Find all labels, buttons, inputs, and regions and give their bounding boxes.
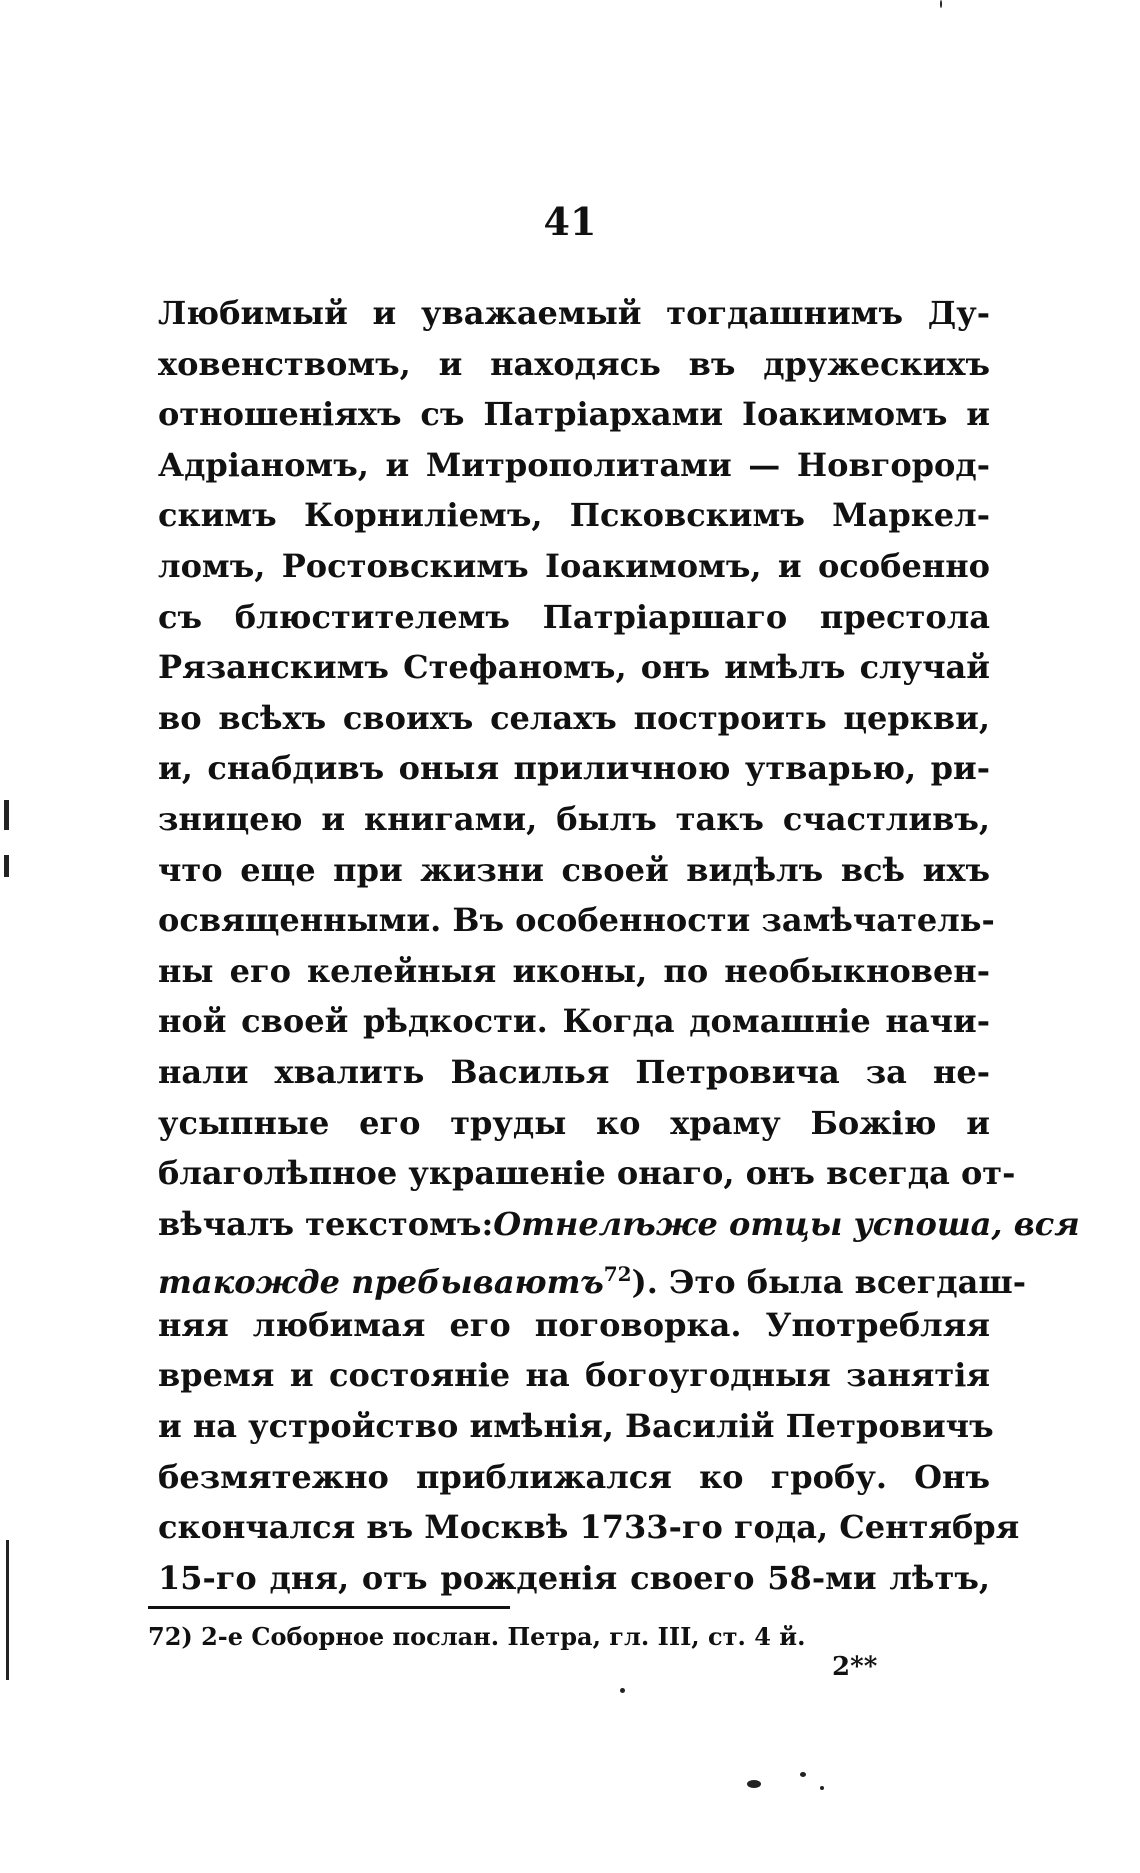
footnote-divider [148,1606,510,1609]
text-line: скимъ Корнилiемъ, Псковскимъ Маркел- [158,496,990,535]
text-line: освященными. Въ особенности замѣчатель- [158,901,995,940]
scan-speck [820,1786,824,1790]
text-line: и, снабдивъ оныя приличною утварью, ри- [158,749,990,788]
footnote-ref: 72 [603,1262,632,1287]
signature-mark: 2** [832,1652,878,1682]
margin-mark [4,800,9,830]
margin-mark [6,1540,9,1680]
text-line: отношенiяхъ съ Патрiархами Iоакимомъ и [158,395,990,434]
text-line: Адрiаномъ, и Митрополитами — Новгород- [158,445,990,484]
text-line: ховенствомъ, и находясь въ дружескихъ [158,344,990,383]
text-line: няя любимая его поговорка. Употребляя [158,1305,990,1344]
text-line: нали хвалить Василья Петровича за не- [158,1052,990,1091]
text-line: Любимый и уважаемый тогдашнимъ Ду- [158,294,990,332]
text-line: ны его келейныя иконы, по необыкновен- [158,951,990,990]
text-line: что еще при жизни своей видѣлъ всѣ ихъ [158,850,990,889]
text-line: благолѣпное украшенiе онаго, онъ всегда от- [158,1154,1016,1193]
quote-text-end: такожде пребываютъ [158,1263,604,1302]
scan-speck [800,1772,806,1777]
text-line: скончался въ Москвѣ 1733-го года, Сентября [158,1508,1020,1547]
text-line: съ блюстителемъ Патрiаршаго престола [158,597,990,636]
scan-speck [620,1688,625,1693]
scan-speck [747,1780,761,1788]
text-line-quote-end [158,1249,1027,1302]
text-line: безмятежно приближался ко гробу. Онъ [158,1457,990,1496]
text-line: во всѣхъ своихъ селахъ построить церкви, [158,698,990,737]
margin-mark [4,855,9,877]
text-line-quote-start [158,1199,1080,1250]
quote-tail: ). Это была всегдаш- [631,1263,1027,1302]
text-line: усыпные его труды ко храму Божiю и [158,1103,990,1142]
footnote: 72) 2-е Соборное послан. Петра, гл. III, ст. 4 й. [148,1622,806,1651]
scan-speck [940,0,942,8]
quote-lead: вѣчалъ текстомъ: [158,1204,494,1243]
body-text [158,288,1080,1603]
text-line: Рязанскимъ Стефаномъ, онъ имѣлъ случай [158,648,990,687]
text-line: и на устройство имѣнiя, Василiй Петровичъ [158,1407,994,1446]
text-line: ломъ, Ростовскимъ Iоакимомъ, и особенно [158,546,990,585]
text-line: время и состоянiе на богоугодныя занятiя [158,1356,990,1395]
text-line: зницею и книгами, былъ такъ счастливъ, [158,799,990,838]
page-number: 41 [543,199,597,244]
quote-text: Отнелѣже отцы успоша, вся [493,1204,1080,1243]
text-line: ной своей рѣдкости. Когда домашнiе начи- [158,1002,990,1041]
text-line: 15-го дня, отъ рожденiя своего 58-ми лѣтъ, [158,1558,990,1597]
